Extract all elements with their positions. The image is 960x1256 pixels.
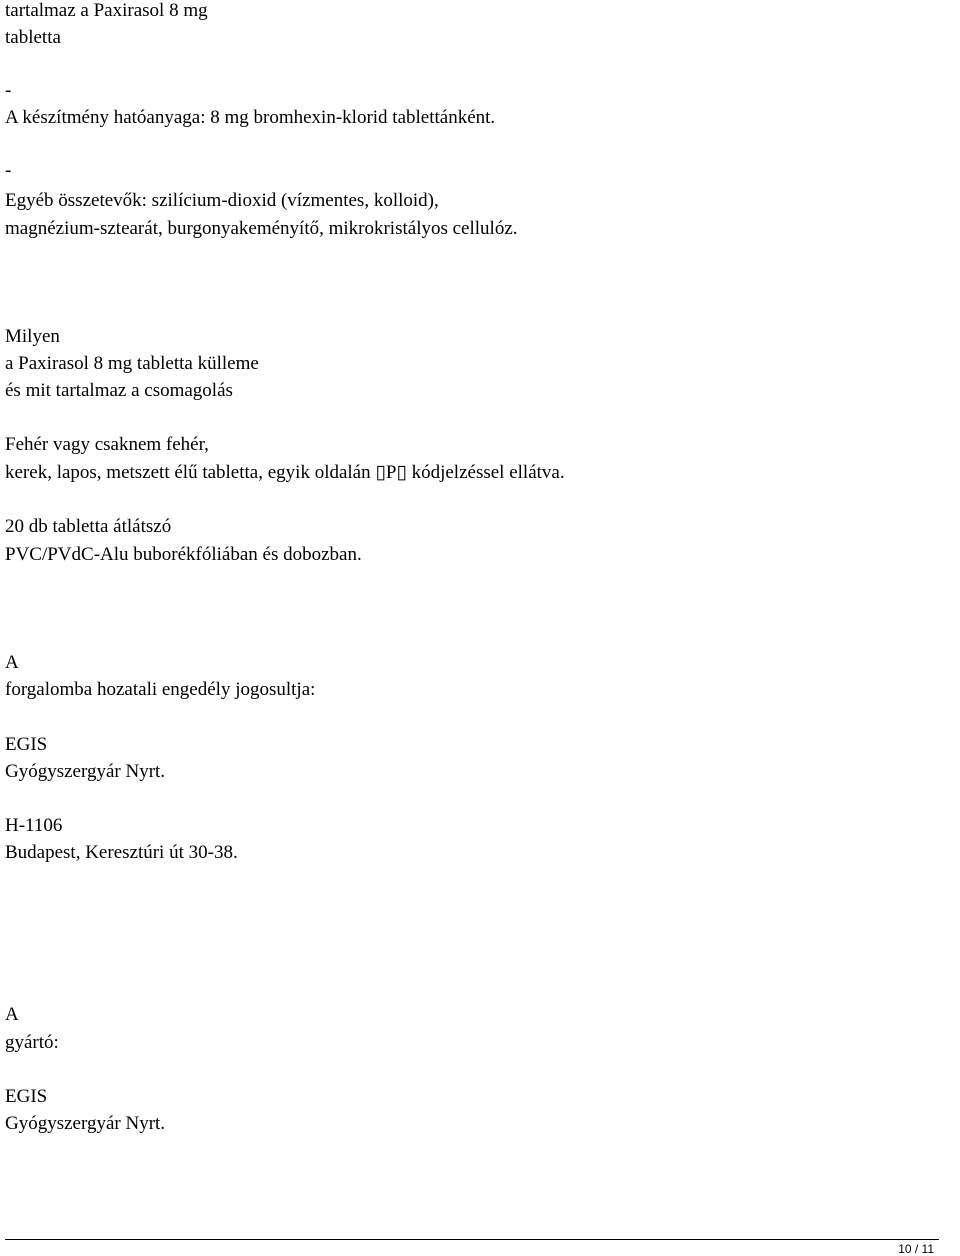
packaging-line-2: PVC/PVdC-Alu buborékfóliában és dobozban. bbox=[5, 544, 362, 565]
intro-line-1: tartalmaz a Paxirasol 8 mg bbox=[5, 0, 208, 21]
appearance-heading-line-3: és mit tartalmaz a csomagolás bbox=[5, 380, 233, 401]
holder-heading-line-1: A bbox=[5, 652, 19, 673]
other-ingredients-line-2: magnézium-sztearát, burgonyakeményítő, mikrokristályos cellulóz. bbox=[5, 218, 518, 239]
manufacturer-name-line-1: EGIS bbox=[5, 1086, 48, 1107]
packaging-line-1: 20 db tabletta átlátszó bbox=[5, 516, 172, 537]
footer-divider bbox=[5, 1239, 939, 1240]
other-ingredients-dash: - bbox=[5, 160, 12, 181]
active-ingredient-text: A készítmény hatóanyaga: 8 mg bromhexin-klorid tablettánként. bbox=[5, 107, 496, 128]
appearance-heading-line-2: a Paxirasol 8 mg tabletta külleme bbox=[5, 353, 259, 374]
holder-name-line-1: EGIS bbox=[5, 734, 48, 755]
holder-name-line-2: Gyógyszergyár Nyrt. bbox=[5, 761, 166, 782]
appearance-heading-line-1: Milyen bbox=[5, 326, 60, 347]
manufacturer-heading-line-2: gyártó: bbox=[5, 1032, 59, 1053]
appearance-line-2: kerek, lapos, metszett élű tabletta, egyik oldalán ▯P▯ kódjelzéssel ellátva. bbox=[5, 462, 565, 483]
holder-address-line-2: Budapest, Keresztúri út 30-38. bbox=[5, 842, 238, 863]
active-ingredient-dash: - bbox=[5, 80, 12, 101]
other-ingredients-line-1: Egyéb összetevők: szilícium-dioxid (vízmentes, kolloid), bbox=[5, 190, 439, 211]
holder-heading-line-2: forgalomba hozatali engedély jogosultja: bbox=[5, 679, 316, 700]
manufacturer-heading-line-1: A bbox=[5, 1004, 19, 1025]
holder-address-line-1: H-1106 bbox=[5, 815, 63, 836]
appearance-line-1: Fehér vagy csaknem fehér, bbox=[5, 434, 209, 455]
manufacturer-name-line-2: Gyógyszergyár Nyrt. bbox=[5, 1113, 166, 1134]
page-number: 10 / 11 bbox=[898, 1242, 934, 1256]
intro-line-2: tabletta bbox=[5, 27, 61, 48]
